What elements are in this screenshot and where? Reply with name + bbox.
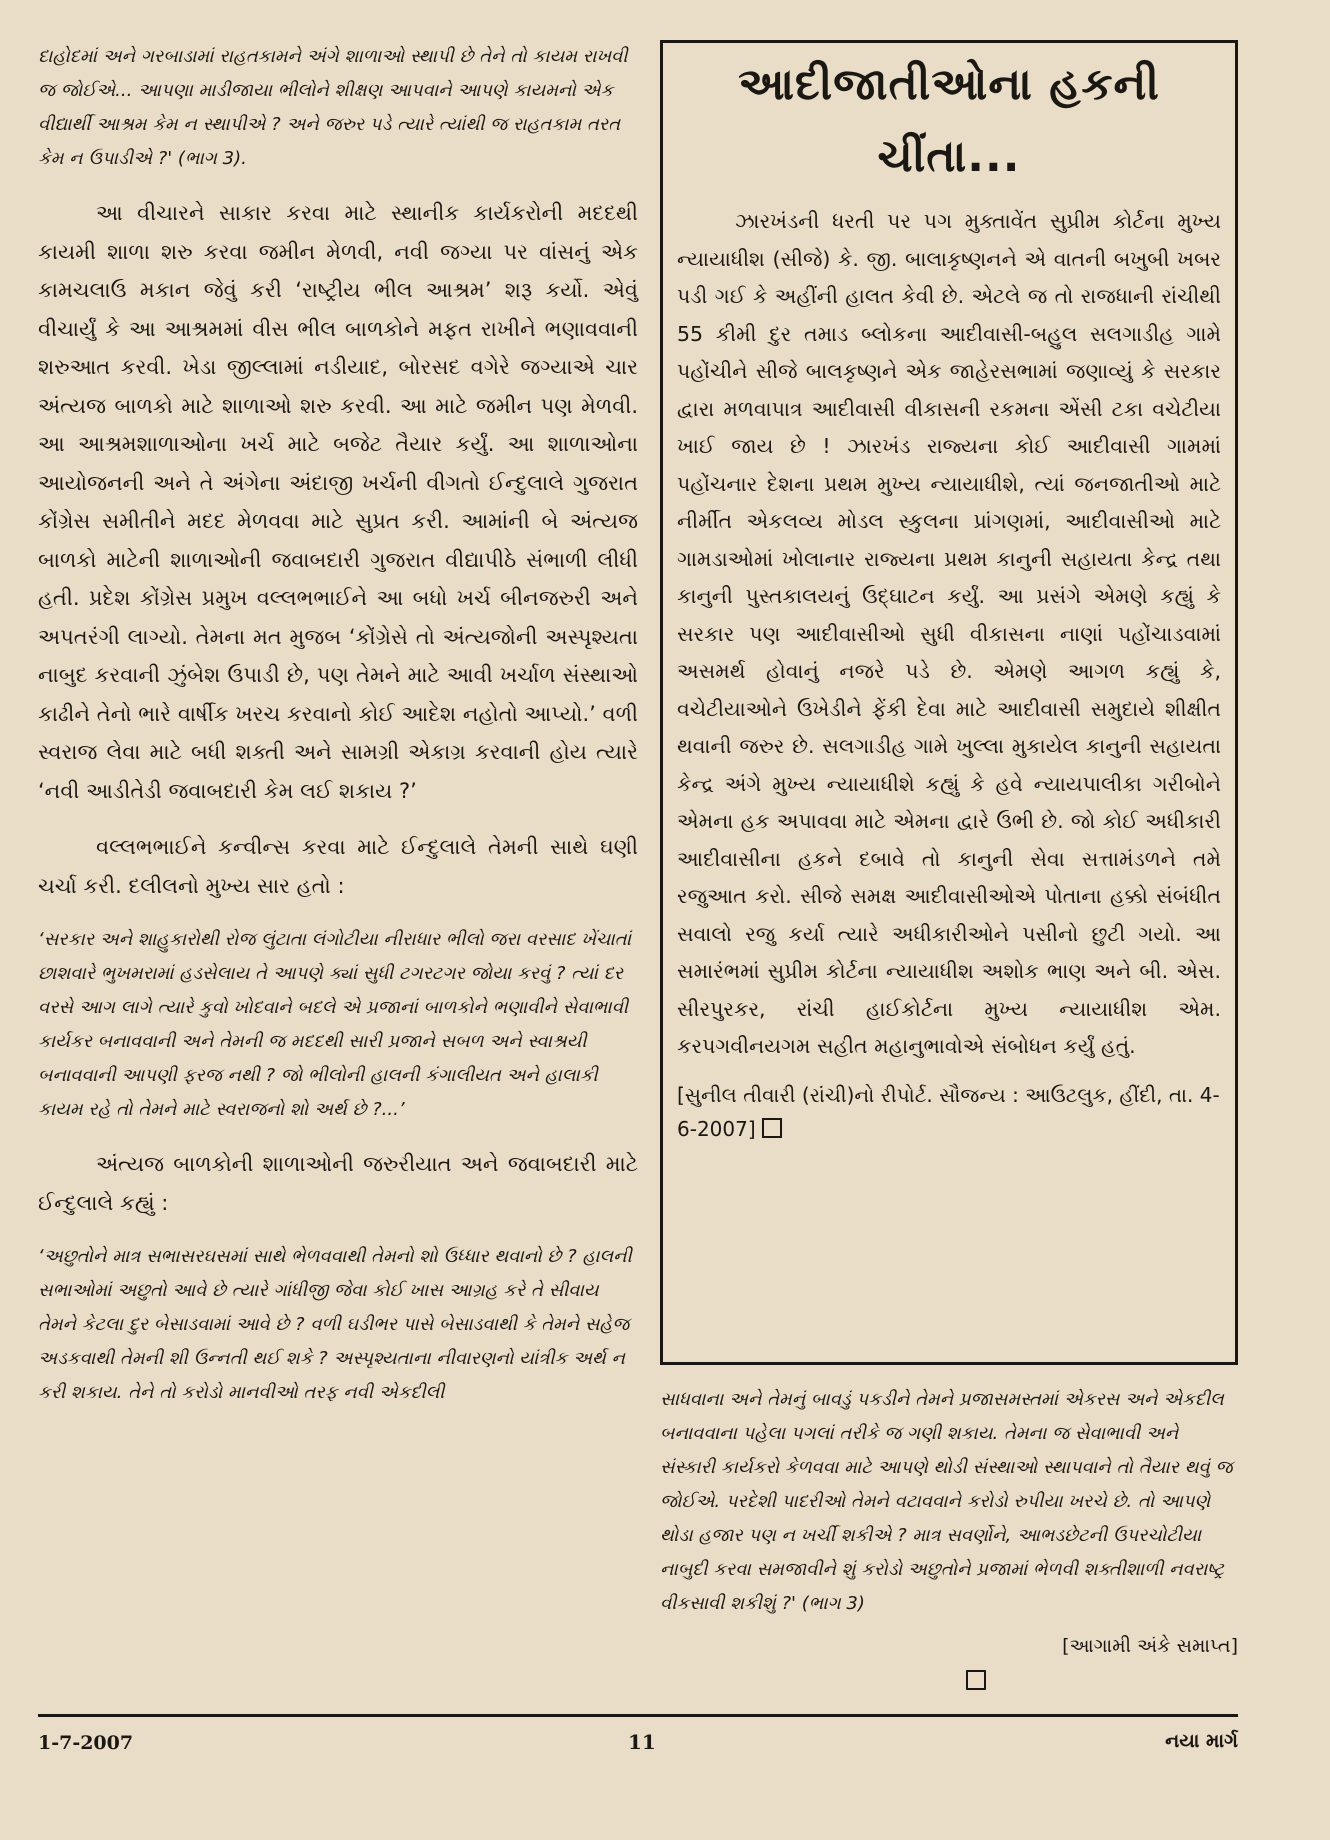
- intro-quote: દાહોદમાં અને ગરબાડામાં રાહતકામને અંગે શાળાઓ સ્થાપી છે તેને તો કાયમ રાખવી જ જોઈએ... આપણા માડીજાયા ભીલોને શીક્ષણ આપવાને આપણે કાયમનો એક વીદ્યાર્થી આશ્રમ કેમ ન સ્થાપીએ ? અને જરુર પડે ત્યારે ત્યાંથી જ રાહતકામ તરત કેમ ન ઉપાડીએ ?' (ભાગ 3).: [38, 46, 628, 169]
- left-column: [38, 40, 638, 1410]
- paragraph: આ વીચારને સાકાર કરવા માટે સ્થાનીક કાર્યકરોની મદદથી કાયમી શાળા શરુ કરવા જમીન મેળવી, નવી જગ્યા પર વાંસનું એક કામચલાઉ મકાન જેવું કરી ‘રાષ્ટ્રીય ભીલ આશ્રમ’ શરૂ કર્યો. એવું વીચાર્યું કે આ આશ્રમમાં વીસ ભીલ બાળકોને મફત રાખીને ભણાવવાની શરુઆત કરવી. ખેડા જીલ્લામાં નડીયાદ, બોરસદ વગેરે જગ્યાએ ચાર અંત્યજ બાળકો માટે શાળાઓ શરુ કરવી. આ માટે જમીન પણ મેળવી. આ આશ્રમશાળાઓના ખર્ચ માટે બજેટ તૈયાર કર્યું. આ શાળાઓના આયોજનની અને તે અંગેના અંદાજી ખર્ચની વીગતો ઈન્દુલાલે ગુજરાત કોંગ્રેસ સમીતીને મદદ મેળવવા માટે સુપ્રત કરી. આમાંની બે અંત્યજ બાળકો માટેની શાળાઓની જવાબદારી ગુજરાત વીદ્યાપીઠે સંભાળી લીધી હતી. પ્રદેશ કોંગ્રેસ પ્રમુખ વલ્લભભાઈને આ બધો ખર્ચ બીનજરુરી અને અપતરંગી લાગ્યો. તેમના મત મુજબ ‘કોંગ્રેસે તો અંત્યજોની અસ્પૃશ્યતા નાબુદ કરવાની ઝુંબેશ ઉપાડી છે, પણ તેમને માટે આવી ખર્ચાળ સંસ્થાઓ કાઢીને તેનો ભારે વાર્ષીક ખરચ કરવાનો કોઈ આદેશ નહોતો આપ્યો.’ વળી સ્વરાજ લેવા માટે બધી શક્તી અને સામગ્રી એકાગ્ર કરવાની હોય ત્યારે ‘નવી આડીતેડી જવાબદારી કેમ લઈ શકાય ?’: [38, 201, 638, 803]
- paragraph: વલ્લભભાઈને કન્વીન્સ કરવા માટે ઈન્દુલાલે તેમની સાથે ઘણી ચર્ચા કરી. દલીલનો મુખ્ય સાર હતો :: [38, 835, 638, 898]
- box-source-text: [સુનીલ તીવારી (રાંચી)નો રીપોર્ટ. સૌજન્ય : આઉટલુક, હીંદી, તા. 4-6-2007]: [677, 1082, 1220, 1141]
- footer-divider: [38, 1714, 1238, 1717]
- box-source: [677, 1078, 1221, 1146]
- continuation-note: [આગામી અંકે સમાપ્ત]: [1062, 1635, 1238, 1657]
- continued-quote: સાધવાના અને તેમનું બાવડું પકડીને તેમને પ્રજાસમસ્તમાં એકરસ અને એકદીલ બનાવવાના પહેલા પગલાં તરીકે જ ગણી શકાય. તેમના જ સેવાભાવી અને સંસ્કારી કાર્યકરો કેળવવા માટે આપણે થોડી સંસ્થાઓ સ્થાપવાને તો તૈયાર થવું જ જોઈએ. પરદેશી પાદરીઓ તેમને વટાવવાને કરોડો રુપીયા ખરચે છે. તો આપણે થોડા હજાર પણ ન ખર્ચી શકીએ ? માત્ર સવર્ણોને, આભડછેટની ઉપરચોટીયા નાબુદી કરવા સમજાવીને શું કરોડો અછુતોને પ્રજામાં ભેળવી શક્તીશાળી નવરાષ્ટ્ર વીકસાવી શકીશું ?' (ભાગ 3): [660, 1389, 1233, 1614]
- magazine-name: નયા માર્ગ: [1165, 1730, 1238, 1752]
- page-number: 11: [628, 1730, 656, 1754]
- block-quote: ‘અછુતોને માત્ર સભાસરઘસમાં સાથે ભેળવવાથી તેમનો શો ઉધ્ધાર થવાનો છે ? હાલની સભાઓમાં અછુતો આવે છે ત્યારે ગાંધીજી જેવા કોઈ ખાસ આગ્રહ કરે તે સીવાય તેમને કેટલા દુર બેસાડવામાં આવે છે ? વળી ઘડીભર પાસે બેસાડવાથી કે તેમને સહેજ અડકવાથી તેમની શી ઉન્નતી થઈ શકે ? અસ્પૃશ્યતાના નીવારણનો યાંત્રીક અર્થ ન કરી શકાય. તેને તો કરોડો માનવીઓ તરફ નવી એકદીલી: [38, 1246, 632, 1403]
- box-title: આદીજાતીઓના હકની ચીંતા...: [738, 59, 1160, 182]
- block-quote: ‘સરકાર અને શાહુકારોથી રોજ લુંટાતા લંગોટીયા નીરાધાર ભીલો જરા વરસાદ ખેંચાતાં છાશવારે ભુખમરામાં હડસેલાય તે આપણે ક્યાં સુધી ટગરટગર જોયા કરવું ? ત્યાં દર વરસે આગ લાગે ત્યારે કુવો ખોદવાને બદલે એ પ્રજાનાં બાળકોને ભણાવીને સેવાભાવી કાર્યકર બનાવવાની અને તેમની જ મદદથી સારી પ્રજાને સબળ અને સ્વાશ્રયી બનાવવાની આપણી ફરજ નથી ? જો ભીલોની હાલની કંગાલીયત અને હાલાકી કાયમ રહે તો તેમને માટે સ્વરાજનો શો અર્થ છે ?...’: [38, 929, 632, 1120]
- box-body: ઝારખંડની ધરતી પર પગ મુક્તાવેંત સુપ્રીમ કોર્ટના મુખ્ય ન્યાયાધીશ (સીજે) કે. જી. બાલાકૃષ્ણનને એ વાતની બખુબી ખબર પડી ગઈ કે અહીંની હાલત કેવી છે. એટલે જ તો રાજધાની રાંચીથી 55 કીમી દુર તમાડ બ્લોકના આદીવાસી-બહુલ સલગાડીહ ગામે પહોંચીને સીજે બાલકૃષ્ણને એક જાહેરસભામાં જણાવ્યું કે સરકાર દ્વારા મળવાપાત્ર આદીવાસી વીકાસની રકમના એંસી ટકા વચેટીયા ખાઈ જાય છે ! ઝારખંડ રાજ્યના કોઈ આદીવાસી ગામમાં પહોંચનાર દેશના પ્રથમ મુખ્ય ન્યાયાધીશે, ત્યાં જનજાતીઓ માટે નીર્મીત એકલવ્ય મોડલ સ્કુલના પ્રાંગણમાં, આદીવાસીઓ માટે ગામડાઓમાં ખોલાનાર રાજ્યના પ્રથમ કાનુની સહાયતા કેન્દ્ર તથા કાનુની પુસ્તકાલયનું ઉદ્ઘાટન કર્યું. આ પ્રસંગે એમણે કહ્યું કે સરકાર પણ આદીવાસીઓ સુધી વીકાસના નાણાં પહોંચાડવામાં અસમર્થ હોવાનું નજરે પડે છે. એમણે આગળ કહ્યું કે, વચેટીયાઓને ઉખેડીને ફેંકી દેવા માટે આદીવાસી સમુદાયે શીક્ષીત થવાની જરુર છે. સલગાડીહ ગામે ખુલ્લા મુકાયેલ કાનુની સહાયતા કેન્દ્ર અંગે મુખ્ય ન્યાયાધીશે કહ્યું કે હવે ન્યાયપાલીકા ગરીબોને એમના હક અપાવવા માટે એમના દ્વારે ઉભી છે. જો કોઈ અધીકારી આદીવાસીના હકને દબાવે તો કાનુની સેવા સત્તામંડળને તમે રજુઆત કરો. સીજે સમક્ષ આદીવાસીઓએ પોતાના હક્કો સંબંધીત સવાલો રજુ કર્યા ત્યારે અધીકારીઓને પસીનો છુટી ગયો. આ સમારંભમાં સુપ્રીમ કોર્ટના ન્યાયાધીશ અશોક ભાણ અને બી. એસ. સીરપુરકર, રાંચી હાઈકોર્ટના મુખ્ય ન્યાયાધીશ એમ. કરપગવીનયગમ સહીત મહાનુભાવોએ સંબોધન કર્યું હતું.: [677, 209, 1221, 1058]
- right-column: [660, 40, 1238, 1657]
- paragraph: અંત્યજ બાળકોની શાળાઓની જરુરીયાત અને જવાબદારી માટે ઈન્દુલાલે કહ્યું :: [38, 1152, 638, 1215]
- news-box: [660, 40, 1238, 1365]
- end-square-icon: [762, 1118, 782, 1138]
- end-square-icon: [966, 1670, 986, 1690]
- issue-date: 1-7-2007: [38, 1732, 134, 1754]
